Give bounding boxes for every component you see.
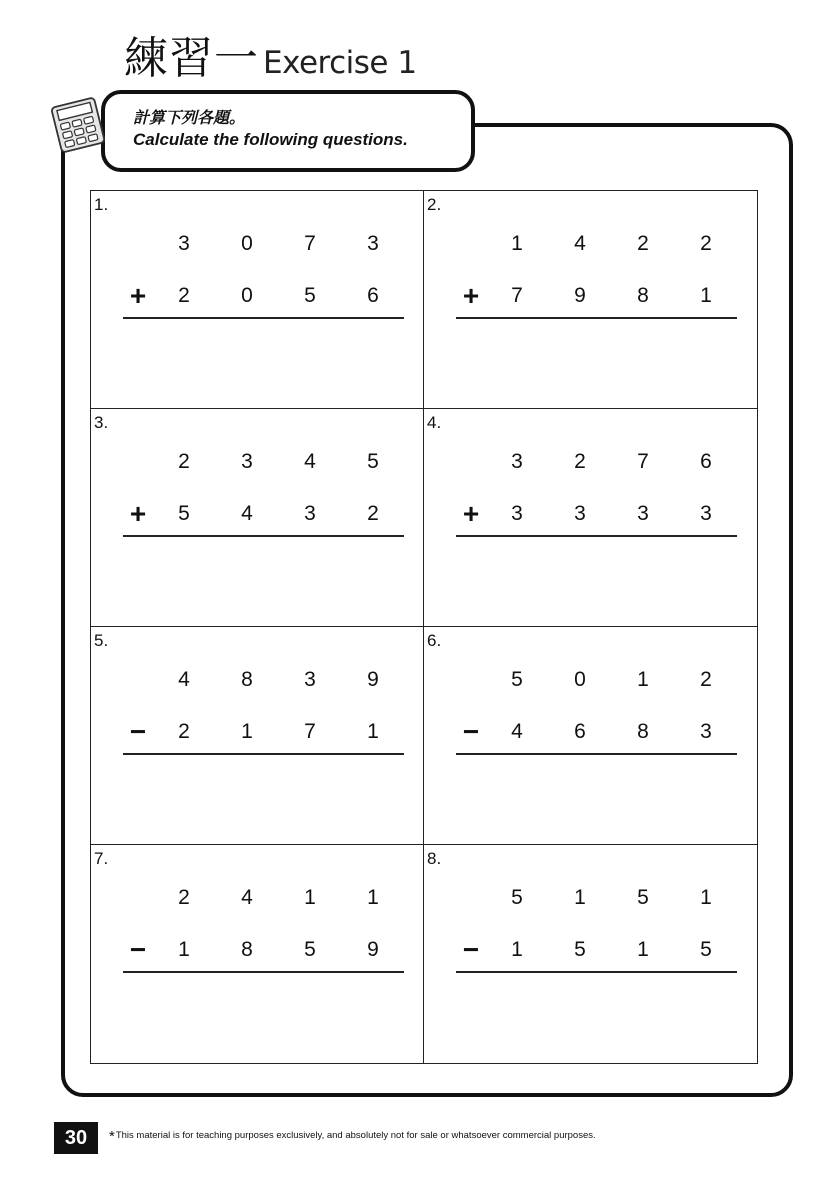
question-cell xyxy=(424,191,757,409)
digit: 4 xyxy=(511,720,523,743)
digit: 3 xyxy=(700,502,712,525)
digit: 6 xyxy=(367,284,379,307)
top-number-row xyxy=(91,447,423,477)
question-number: 6. xyxy=(427,631,442,650)
top-number-row xyxy=(424,665,757,695)
digit: 7 xyxy=(304,232,316,255)
digit: 0 xyxy=(241,232,253,255)
digit: 4 xyxy=(304,450,316,473)
digit: 1 xyxy=(637,938,649,961)
digit: 3 xyxy=(511,450,523,473)
digit: 1 xyxy=(367,886,379,909)
bottom-number-row xyxy=(91,499,423,529)
question-number: 2. xyxy=(427,195,442,214)
question-number: 5. xyxy=(94,631,109,650)
question-cell xyxy=(91,409,424,627)
digit: 5 xyxy=(304,284,316,307)
digit: 0 xyxy=(241,284,253,307)
digit: 2 xyxy=(178,450,190,473)
digit: 8 xyxy=(241,668,253,691)
digit: 8 xyxy=(637,720,649,743)
digit: 3 xyxy=(178,232,190,255)
page-number: 30 xyxy=(54,1122,98,1154)
bottom-number-row xyxy=(424,499,757,529)
page-title xyxy=(124,34,417,88)
digit: 4 xyxy=(574,232,586,255)
digit: 4 xyxy=(241,886,253,909)
question-cell xyxy=(91,627,424,845)
top-number-row xyxy=(424,447,757,477)
digit: 6 xyxy=(700,450,712,473)
digit: 5 xyxy=(574,938,586,961)
question-cell xyxy=(424,845,757,1063)
answer-line xyxy=(456,535,737,537)
digit: 1 xyxy=(511,232,523,255)
digit: 0 xyxy=(574,668,586,691)
top-number-row xyxy=(91,229,423,259)
digit: 5 xyxy=(511,886,523,909)
digit: 1 xyxy=(367,720,379,743)
digit: 1 xyxy=(511,938,523,961)
disclaimer-note xyxy=(109,1128,596,1145)
digit: 3 xyxy=(637,502,649,525)
bottom-number-row xyxy=(424,281,757,311)
top-number-row xyxy=(91,665,423,695)
question-number: 8. xyxy=(427,849,442,868)
answer-line xyxy=(456,971,737,973)
top-number-row xyxy=(424,883,757,913)
answer-line xyxy=(123,971,404,973)
operator-sign: − xyxy=(129,716,147,747)
bottom-number-row xyxy=(91,281,423,311)
question-cell xyxy=(424,409,757,627)
instruction-box xyxy=(101,90,475,172)
digit: 1 xyxy=(574,886,586,909)
digit: 5 xyxy=(511,668,523,691)
digit: 2 xyxy=(700,668,712,691)
digit: 1 xyxy=(700,886,712,909)
digit: 9 xyxy=(574,284,586,307)
answer-line xyxy=(123,535,404,537)
question-cell xyxy=(424,627,757,845)
digit: 5 xyxy=(367,450,379,473)
digit: 2 xyxy=(637,232,649,255)
digit: 2 xyxy=(178,720,190,743)
question-cell xyxy=(91,191,424,409)
digit: 4 xyxy=(178,668,190,691)
digit: 1 xyxy=(178,938,190,961)
digit: 8 xyxy=(241,938,253,961)
digit: 2 xyxy=(574,450,586,473)
answer-line xyxy=(123,753,404,755)
question-number: 7. xyxy=(94,849,109,868)
digit: 3 xyxy=(367,232,379,255)
title-chinese: 練習一 xyxy=(124,33,259,84)
operator-sign: + xyxy=(129,280,147,311)
digit: 1 xyxy=(304,886,316,909)
digit: 3 xyxy=(241,450,253,473)
digit: 6 xyxy=(574,720,586,743)
operator-sign: + xyxy=(462,280,480,311)
operator-sign: − xyxy=(462,934,480,965)
digit: 3 xyxy=(574,502,586,525)
top-number-row xyxy=(424,229,757,259)
digit: 3 xyxy=(304,668,316,691)
digit: 1 xyxy=(700,284,712,307)
digit: 2 xyxy=(367,502,379,525)
question-grid xyxy=(90,190,758,1064)
digit: 2 xyxy=(178,284,190,307)
question-number: 4. xyxy=(427,413,442,432)
operator-sign: + xyxy=(129,498,147,529)
question-cell xyxy=(91,845,424,1063)
answer-line xyxy=(123,317,404,319)
bottom-number-row xyxy=(424,935,757,965)
digit: 7 xyxy=(304,720,316,743)
bottom-number-row xyxy=(91,717,423,747)
digit: 8 xyxy=(637,284,649,307)
operator-sign: − xyxy=(462,716,480,747)
digit: 1 xyxy=(241,720,253,743)
digit: 9 xyxy=(367,668,379,691)
calculator-icon xyxy=(48,96,108,154)
digit: 3 xyxy=(700,720,712,743)
question-number: 3. xyxy=(94,413,109,432)
digit: 4 xyxy=(241,502,253,525)
answer-line xyxy=(456,317,737,319)
question-number: 1. xyxy=(94,195,109,214)
instruction-chinese: 計算下列各題。 xyxy=(133,108,246,127)
answer-line xyxy=(456,753,737,755)
digit: 7 xyxy=(511,284,523,307)
digit: 5 xyxy=(178,502,190,525)
asterisk: * xyxy=(109,1128,115,1145)
digit: 9 xyxy=(367,938,379,961)
operator-sign: − xyxy=(129,934,147,965)
operator-sign: + xyxy=(462,498,480,529)
digit: 3 xyxy=(511,502,523,525)
title-english: Exercise 1 xyxy=(263,45,417,81)
digit: 3 xyxy=(304,502,316,525)
digit: 7 xyxy=(637,450,649,473)
digit: 1 xyxy=(637,668,649,691)
digit: 2 xyxy=(700,232,712,255)
bottom-number-row xyxy=(424,717,757,747)
digit: 5 xyxy=(637,886,649,909)
digit: 5 xyxy=(304,938,316,961)
digit: 2 xyxy=(178,886,190,909)
instruction-english: Calculate the following questions. xyxy=(133,130,408,149)
top-number-row xyxy=(91,883,423,913)
bottom-number-row xyxy=(91,935,423,965)
digit: 5 xyxy=(700,938,712,961)
disclaimer-text: This material is for teaching purposes exclusively, and absolutely not for sale or whatsoever commercial purposes. xyxy=(115,1130,596,1141)
